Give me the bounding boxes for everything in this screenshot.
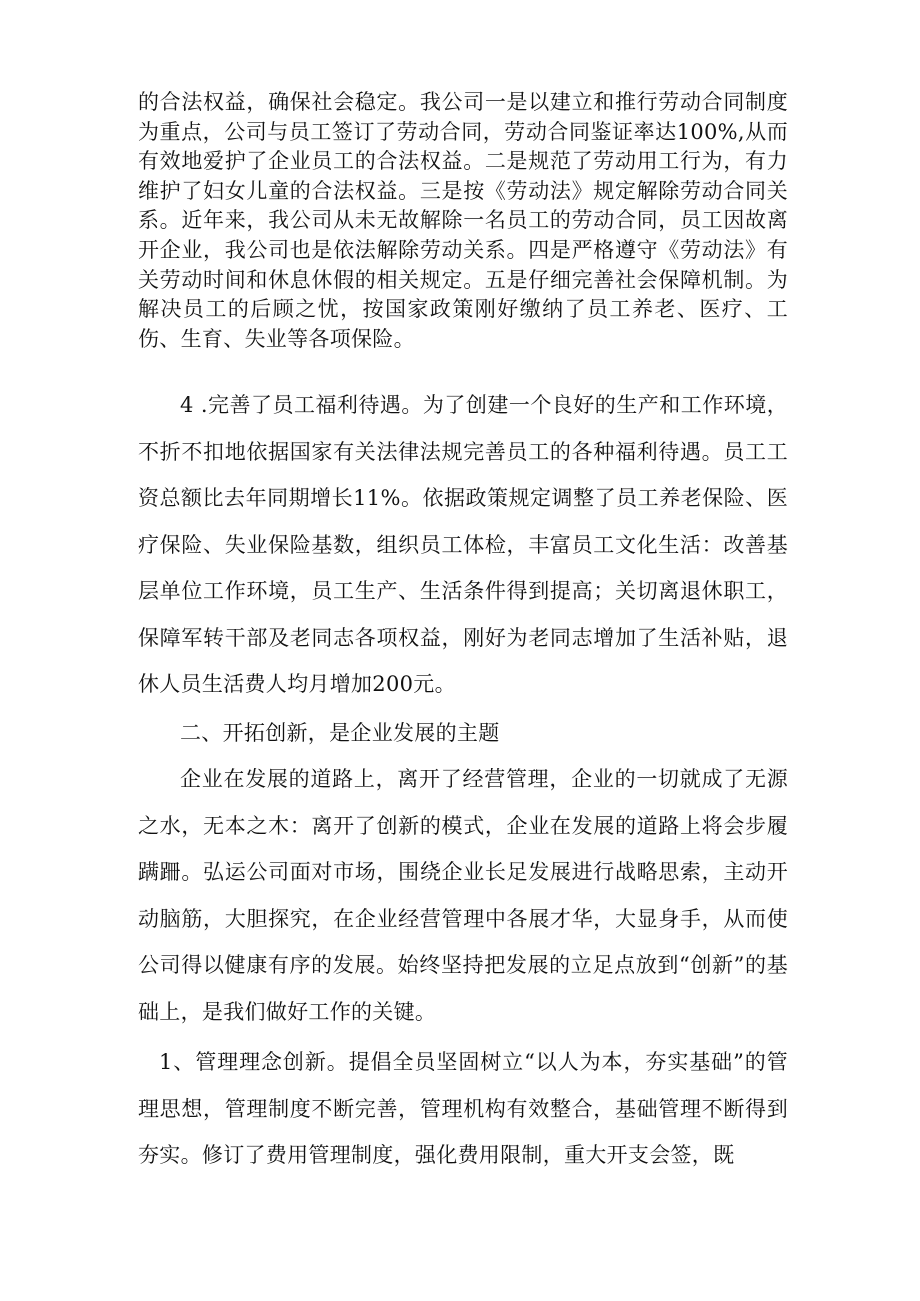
- paragraph-welfare: 4 .完善了员工福利待遇。为了创建一个良好的生产和工作环境，不折不扣地依据国家有关法律法规完善员工的各种福利待遇。员工工资总额比去年同期增长11%。依据政策规定调整了员工养老保险、医疗保险、失业保险基数，组织员工体检，丰富员工文化生活：改善基层单位工作环境，员工生产、生活条件得到提高；关切离退休职工，保障军转干部及老同志各项权益，刚好为老同志增加了生活补贴，退休人员生活费人均月增加200元。: [138, 393, 788, 697]
- paragraph-innovation-intro: 企业在发展的道路上，离开了经营管理，企业的一切就成了无源之水，无本之木：离开了创新的模式，企业在发展的道路上将会步履蹒跚。弘运公司面对市场，围绕企业长足发展进行战略思索，主动开动脑筋，大胆探究，在企业经营管理中各展才华，大显身手，从而使公司得以健康有序的发展。始终坚持把发展的立足点放到“创新”的基础上，是我们做好工作的关键。: [138, 767, 788, 1024]
- document-page: [138, 88, 788, 1179]
- section-heading-innovation: 二、开拓创新，是企业发展的主题: [180, 720, 500, 745]
- paragraph-management-concept: 1、管理理念创新。提倡全员坚固树立“以人为本，夯实基础”的管理思想，管理制度不断完善，管理机构有效整合，基础管理不断得到夯实。修订了费用管理制度，强化费用限制，重大开支会签，既: [138, 1050, 788, 1168]
- paragraph-labor-rights: 的合法权益，确保社会稳定。我公司一是以建立和推行劳动合同制度为重点，公司与员工签订了劳动合同，劳动合同鉴证率达100%,从而有效地爱护了企业员工的合法权益。二是规范了劳动用工行为，有力维护了妇女儿童的合法权益。三是按《劳动法》规定解除劳动合同关系。近年来，我公司从未无故解除一名员工的劳动合同，员工因故离开企业，我公司也是依法解除劳动关系。四是严格遵守《劳动法》有关劳动时间和休息休假的相关规定。五是仔细完善社会保障机制。为解决员工的后顾之忧，按国家政策刚好缴纳了员工养老、医疗、工伤、生育、失业等各项保险。: [138, 90, 788, 351]
